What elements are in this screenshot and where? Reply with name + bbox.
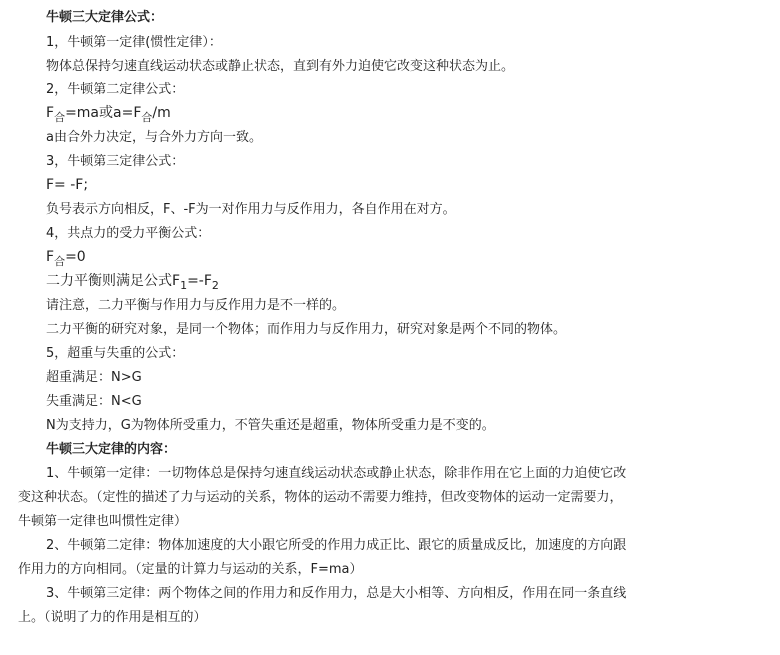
page-title: 牛顿三大定律公式：	[46, 10, 164, 25]
section-2-formula	[46, 105, 171, 124]
law-1-line-2: 变这种状态。（定性的描述了力与运动的关系，物体的运动不需要力维持，但改变物体的运动一定需要力，	[18, 490, 623, 505]
balance-middle: =-F	[187, 273, 212, 289]
law-2-line-1: 2、牛顿第二定律：物体加速度的大小跟它所受的作用力成正比、跟它的质量成反比，加速度的方向跟	[46, 538, 627, 553]
formula-symbol-f: F	[46, 249, 55, 265]
balance-prefix: 二力平衡则满足公式F	[46, 273, 181, 289]
section-3-heading: 3，牛顿第三定律公式：	[46, 154, 185, 169]
section-3-text: 负号表示方向相反，F、-F为一对作用力与反作用力，各自作用在对方。	[46, 202, 456, 217]
section-2-text: a由合外力决定，与合外力方向一致。	[46, 130, 262, 145]
law-3-line-2: 上。（说明了力的作用是相互的）	[18, 610, 207, 625]
section-5-weightless: 失重满足：N<G	[46, 394, 142, 409]
law-1-line-3: 牛顿第一定律也叫惯性定律）	[18, 514, 188, 529]
section-4-balance-formula	[46, 273, 219, 292]
section-5-text: N为支持力，G为物体所受重力，不管失重还是超重，物体所受重力是不变的。	[46, 418, 495, 433]
content-title: 牛顿三大定律的内容：	[46, 442, 177, 457]
law-1-line-1: 1、牛顿第一定律：一切物体总是保持匀速直线运动状态或静止状态，除非作用在它上面的力迫使它改	[46, 466, 627, 481]
formula-end: =0	[65, 249, 86, 265]
section-4-note-2: 二力平衡的研究对象，是同一个物体；而作用力与反作用力，研究对象是两个不同的物体。	[46, 322, 567, 337]
section-5-heading: 5，超重与失重的公式：	[46, 346, 185, 361]
section-2-heading: 2，牛顿第二定律公式：	[46, 82, 185, 97]
section-5-overweight: 超重满足：N>G	[46, 370, 142, 385]
balance-subscript-1: 1	[180, 279, 188, 292]
section-4-formula	[46, 249, 86, 268]
formula-subscript-he: 合	[54, 111, 66, 124]
section-1-text: 物体总保持匀速直线运动状态或静止状态，直到有外力迫使它改变这种状态为止。	[46, 59, 515, 74]
law-2-line-2: 作用力的方向相同。（定量的计算力与运动的关系，F=ma）	[18, 562, 363, 577]
balance-subscript-2: 2	[211, 279, 219, 292]
section-1-heading: 1，牛顿第一定律(惯性定律）：	[46, 35, 222, 50]
formula-subscript-he-2: 合	[141, 111, 153, 124]
section-4-note-1: 请注意，二力平衡与作用力与反作用力是不一样的。	[46, 298, 346, 313]
formula-end: /m	[152, 105, 171, 121]
formula-middle: =ma或a=F	[65, 105, 142, 121]
formula-subscript-he: 合	[54, 255, 66, 268]
formula-symbol-f: F	[46, 105, 55, 121]
section-3-formula: F= -F;	[46, 177, 89, 193]
section-4-heading: 4，共点力的受力平衡公式：	[46, 226, 211, 241]
law-3-line-1: 3、牛顿第三定律：两个物体之间的作用力和反作用力，总是大小相等、方向相反，作用在同一条直线	[46, 586, 627, 601]
